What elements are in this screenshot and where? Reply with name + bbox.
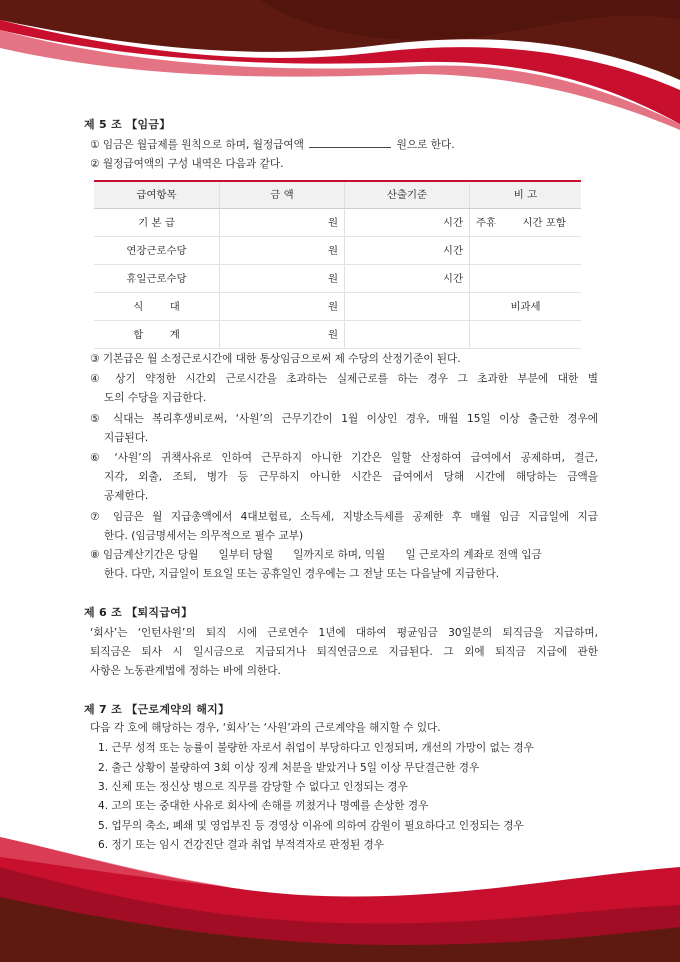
article-5-clause-1: ① 임금은 월급제를 원칙으로 하며, 월정급여액 원으로 한다.	[90, 136, 455, 154]
article-5-heading: 제 5 조 【임금】	[84, 118, 171, 131]
list-item: 5. 업무의 축소, 폐쇄 및 영업부진 등 경영상 이유에 의하여 감원이 필요하다고 인정되는 경우	[98, 820, 524, 832]
table-row	[94, 293, 581, 321]
row-item: 연장근로수당	[94, 237, 220, 265]
article-5-clause-2: ② 월정급여액의 구성 내역은 다음과 같다.	[90, 158, 284, 170]
article-5-clause-5: ⑤ 식대는 복리후생비로써, ‘사원’의 근무기간이 1월 이상인 경우, 매월 15일 이상 출근한 경우에	[90, 413, 598, 425]
row-note: 비과세	[470, 293, 582, 321]
row-basis: 시간	[345, 209, 470, 237]
article-6-line-2: 퇴직금은 퇴사 시 일시금으로 지급되거나 퇴직연금으로 지급된다. 그 외에 퇴직금 지급에 관한	[90, 646, 598, 658]
article-5-clause-8-cont: 한다. 다만, 지급일이 토요일 또는 공휴일인 경우에는 그 전날 또는 다음날에 지급한다.	[104, 568, 500, 580]
article-5-clause-6-cont2: 공제한다.	[104, 490, 149, 502]
row-amount: 원	[220, 265, 345, 293]
article-5-clause-6-cont: 지각, 외출, 조퇴, 병가 등 근무하지 아니한 시간은 급여에서 당해 시간에 해당하는 금액을	[104, 471, 598, 483]
article-5-clause-8: ⑧ 임금계산기간은 당월 일부터 당월 일까지로 하며, 익월 일 근로자의 계좌로 전액 입금	[90, 549, 542, 561]
article-5-clause-7-cont: 한다. (임금명세서는 의무적으로 필수 교부)	[104, 530, 304, 542]
list-item: 6. 정기 또는 임시 건강진단 결과 취업 부적격자로 판정된 경우	[98, 839, 385, 851]
row-item: 식 대	[94, 293, 220, 321]
header-item: 급여항목	[94, 181, 220, 209]
article-5-clause-4-cont: 도의 수당을 지급한다.	[104, 392, 207, 404]
list-item: 1. 근무 성적 또는 능률이 불량한 자로서 취업이 부당하다고 인정되며, 개선의 가망이 없는 경우	[98, 742, 534, 754]
row-item: 합 계	[94, 321, 220, 349]
article-5-clause-5-cont: 지급된다.	[104, 432, 149, 444]
header-decoration	[0, 0, 680, 130]
row-item: 휴일근로수당	[94, 265, 220, 293]
row-note	[470, 265, 582, 293]
article-6-line-3: 사항은 노동관계법에 정하는 바에 의한다.	[90, 665, 281, 677]
table-row	[94, 265, 581, 293]
article-7-heading: 제 7 조 【근로계약의 해지】	[84, 703, 230, 716]
salary-amount-blank[interactable]	[309, 136, 391, 148]
list-item: 2. 출근 상황이 불량하여 3회 이상 징계 처분을 받았거나 5일 이상 무단결근한 경우	[98, 762, 480, 774]
row-item: 기 본 급	[94, 209, 220, 237]
table-row	[94, 209, 581, 237]
header-basis: 산출기준	[345, 181, 470, 209]
row-amount: 원	[220, 209, 345, 237]
row-amount: 원	[220, 293, 345, 321]
row-basis: 시간	[345, 265, 470, 293]
article-6-line-1: ‘회사’는 ‘인턴사원’의 퇴직 시에 근로연수 1년에 대하여 평균임금 30일분의 퇴직금을 지급하며,	[90, 627, 598, 639]
list-item: 4. 고의 또는 중대한 사유로 회사에 손해를 끼쳤거나 명예를 손상한 경우	[98, 800, 429, 812]
row-basis: 시간	[345, 237, 470, 265]
row-amount: 원	[220, 321, 345, 349]
header-amount: 금 액	[220, 181, 345, 209]
row-note	[470, 321, 582, 349]
article-5-clause-7: ⑦ 임금은 월 지급총액에서 4대보험료, 소득세, 지방소득세를 공제한 후 매월 임금 지급일에 지급	[90, 511, 598, 523]
wage-table	[94, 180, 581, 349]
row-basis	[345, 321, 470, 349]
article-5-clause-3: ③ 기본급은 월 소정근로시간에 대한 통상임금으로써 제 수당의 산정기준이 된다.	[90, 353, 461, 365]
article-7-intro: 다음 각 호에 해당하는 경우, ‘회사’는 ‘사원’과의 근로계약을 해지할 수 있다.	[90, 722, 441, 734]
table-row	[94, 321, 581, 349]
row-basis	[345, 293, 470, 321]
row-note	[470, 237, 582, 265]
article-5-clause-4: ④ 상기 약정한 시간외 근로시간을 초과하는 실제근로를 하는 경우 그 초과한 부분에 대한 별	[90, 373, 598, 385]
row-note: 주휴 시간 포함	[470, 209, 582, 237]
row-amount: 원	[220, 237, 345, 265]
article-5-clause-6: ⑥ ‘사원’의 귀책사유로 인하여 근무하지 아니한 기간은 일할 산정하여 급여에서 공제하며, 결근,	[90, 452, 598, 464]
table-row	[94, 237, 581, 265]
header-note: 비 고	[470, 181, 582, 209]
article-6-heading: 제 6 조 【퇴직급여】	[84, 606, 193, 619]
list-item: 3. 신체 또는 정신상 병으로 직무를 감당할 수 없다고 인정되는 경우	[98, 781, 408, 793]
